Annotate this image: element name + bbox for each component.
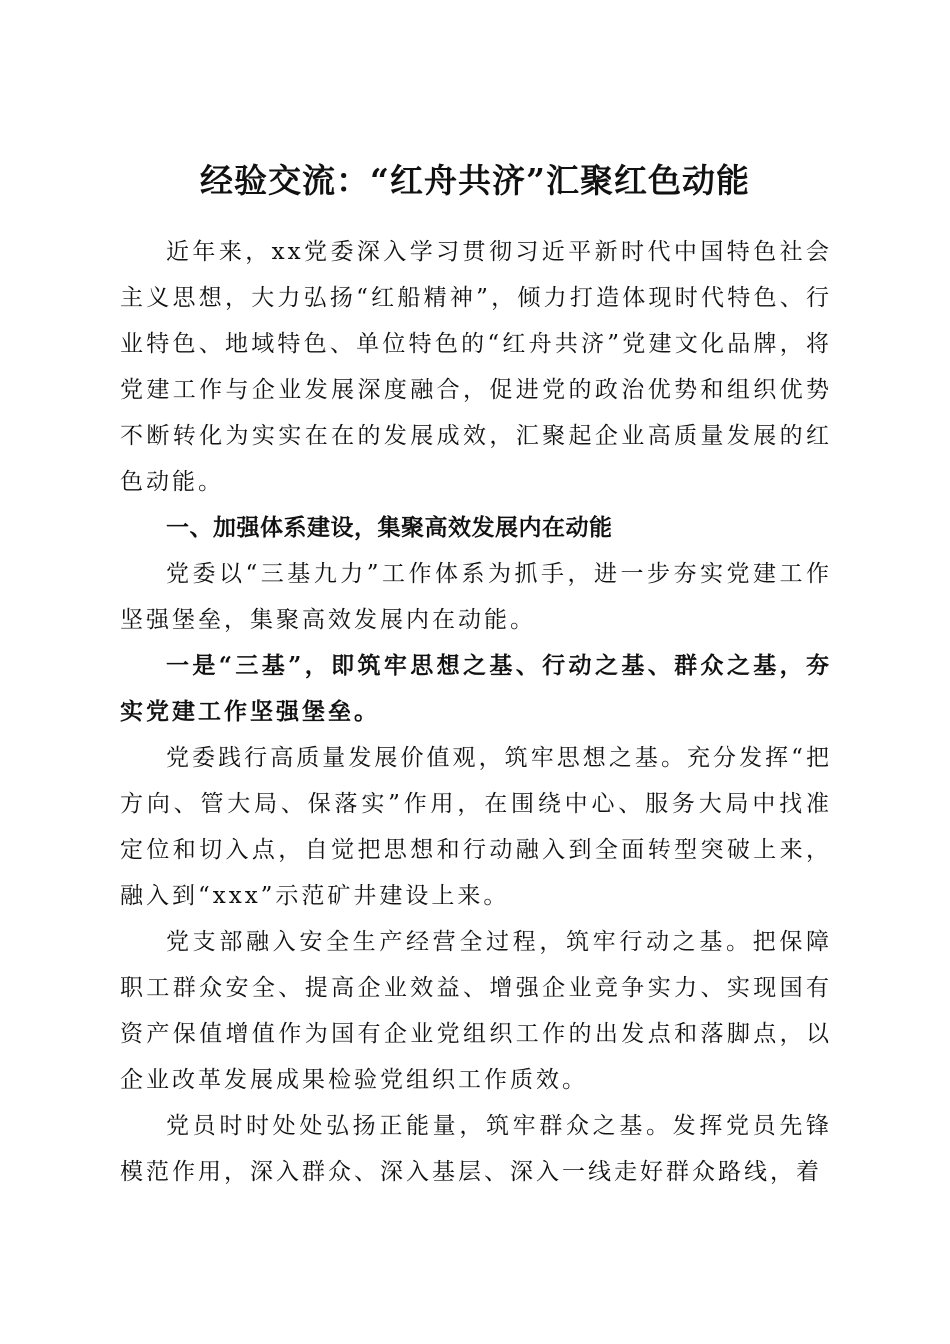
intro-paragraph: 近年来，xx党委深入学习贯彻习近平新时代中国特色社会主义思想，大力弘扬“红船精神”，倾力打造体现时代特色、行业特色、地域特色、单位特色的“红舟共济”党建文化品牌，将党建工作与企业发展深度融合，促进党的政治优势和组织优势不断转化为实实在在的发展成效，汇聚起企业高质量发展的红色动能。 bbox=[120, 239, 832, 495]
thought-foundation-paragraph: 党委践行高质量发展价值观，筑牢思想之基。充分发挥“把方向、管大局、保落实”作用，在围绕中心、服务大局中找准定位和切入点，自觉把思想和行动融入到全面转型突破上来，融入到“xxx”示范矿井建设上来。 bbox=[120, 745, 832, 909]
subheading-three-foundations: 一是“三基”，即筑牢思想之基、行动之基、群众之基，夯实党建工作坚强堡垒。 bbox=[120, 652, 832, 725]
action-foundation-paragraph: 党支部融入安全生产经营全过程，筑牢行动之基。把保障职工群众安全、提高企业效益、增强企业竞争实力、实现国有资产保值增值作为国有企业党组织工作的出发点和落脚点，以企业改革发展成果检验党组织工作质效。 bbox=[120, 929, 832, 1093]
document-body bbox=[120, 229, 832, 1195]
document-title: 经验交流：“红舟共济”汇聚红色动能 bbox=[200, 161, 750, 201]
mass-foundation-paragraph: 党员时时处处弘扬正能量，筑牢群众之基。发挥党员先锋模范作用，深入群众、深入基层、深入一线走好群众路线，着 bbox=[120, 1113, 832, 1185]
section-1-paragraph: 党委以“三基九力”工作体系为抓手，进一步夯实党建工作坚强堡垒，集聚高效发展内在动能。 bbox=[120, 561, 832, 633]
section-heading-1: 一、加强体系建设，集聚高效发展内在动能 bbox=[166, 515, 613, 541]
